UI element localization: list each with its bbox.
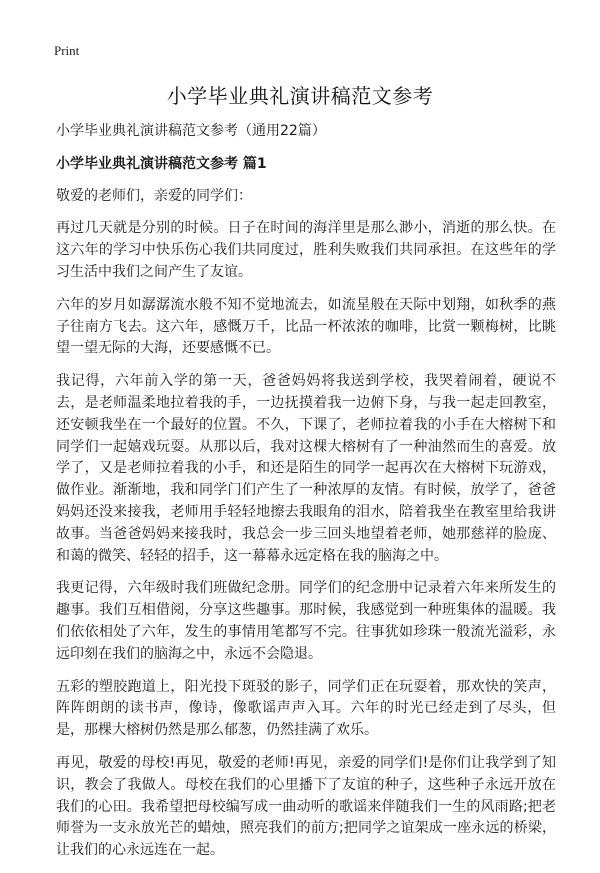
paragraph: 再见，敬爱的母校!再见，敬爱的老师!再见，亲爱的同学们!是你们让我学到了知识，教会了我做人。母校在我们的心里播下了友谊的种子，这些种子永远开放在我们的心田。我希望把母校编写成一曲动听的歌谣来伴随我们一生的风雨路;把老师誉为一支永放光芒的蜡烛，照亮我们的前方;把同学之谊架成一座永远的桥梁，让我们的心永远连在一起。 [56, 754, 556, 859]
paragraph: 我更记得，六年级时我们班做纪念册。同学们的纪念册中记录着六年来所发生的趣事。我们互相借阅，分享这些趣事。那时候，我感觉到一种班集体的温暖。我们依依相处了六年，发生的事情用笔都写不完。往事犹如珍珠一般流光溢彩，永远印刻在我们的脑海之中，永远不会隐退。 [56, 580, 556, 662]
paragraph: 六年的岁月如潺潺流水般不知不觉地流去，如流星般在天际中划翔，如秋季的燕子往南方飞去。这六年，感慨万千，比品一杯浓浓的咖啡，比赏一颗梅树，比眺望一望无际的大海，还要感慨不已。 [56, 296, 556, 357]
document-title: 小学毕业典礼演讲稿范文参考 [166, 84, 434, 108]
print-link[interactable]: Print [54, 43, 80, 58]
paragraph: 再过几天就是分别的时候。日子在时间的海洋里是那么渺小，消逝的那么快。在这六年的学习中快乐伤心我们共同度过，胜利失败我们共同承担。在这些年的学习生活中我们之间产生了友谊。 [56, 220, 556, 280]
greeting-line: 敬爱的老师们，亲爱的同学们： [56, 187, 252, 204]
paragraph: 五彩的塑胶跑道上，阳光投下斑驳的影子，同学们正在玩耍着，那欢快的笑声，阵阵朗朗的读书声，像诗，像歌谣声声入耳。六年的时光已经走到了尽头，但是，那棵大榕树仍然是那么郁葱，仍然挂满了欢乐。 [56, 678, 556, 739]
document-subtitle: 小学毕业典礼演讲稿范文参考（通用22篇） [56, 123, 326, 139]
article-heading: 小学毕业典礼演讲稿范文参考 篇1 [56, 155, 267, 172]
document-body [56, 121, 556, 873]
paragraph: 我记得，六年前入学的第一天，爸爸妈妈将我送到学校，我哭着闹着，硬说不去，是老师温柔地拉着我的手，一边抚摸着我一边俯下身，与我一起走回教室，还安顿我坐在一个最好的位置。不久，下课了，老师拉着我的小手在大榕树下和同学们一起嬉戏玩耍。从那以后，我对这棵大榕树有了一种油然而生的喜爱。放学了，又是老师拉着我的小手，和还是陌生的同学一起再次在大榕树下玩游戏，做作业。渐渐地，我和同学门们产生了一种浓厚的友情。有时候，放学了，爸爸妈妈还没来接我，老师用手轻轻地擦去我眼角的泪水，陪着我坐在教室里给我讲故事。当爸爸妈妈来接我时，我总会一步三回头地望着老师，她那慈祥的脸庞、和蔼的微笑、轻轻的招手，这一幕幕永远定格在我的脑海之中。 [56, 373, 556, 564]
